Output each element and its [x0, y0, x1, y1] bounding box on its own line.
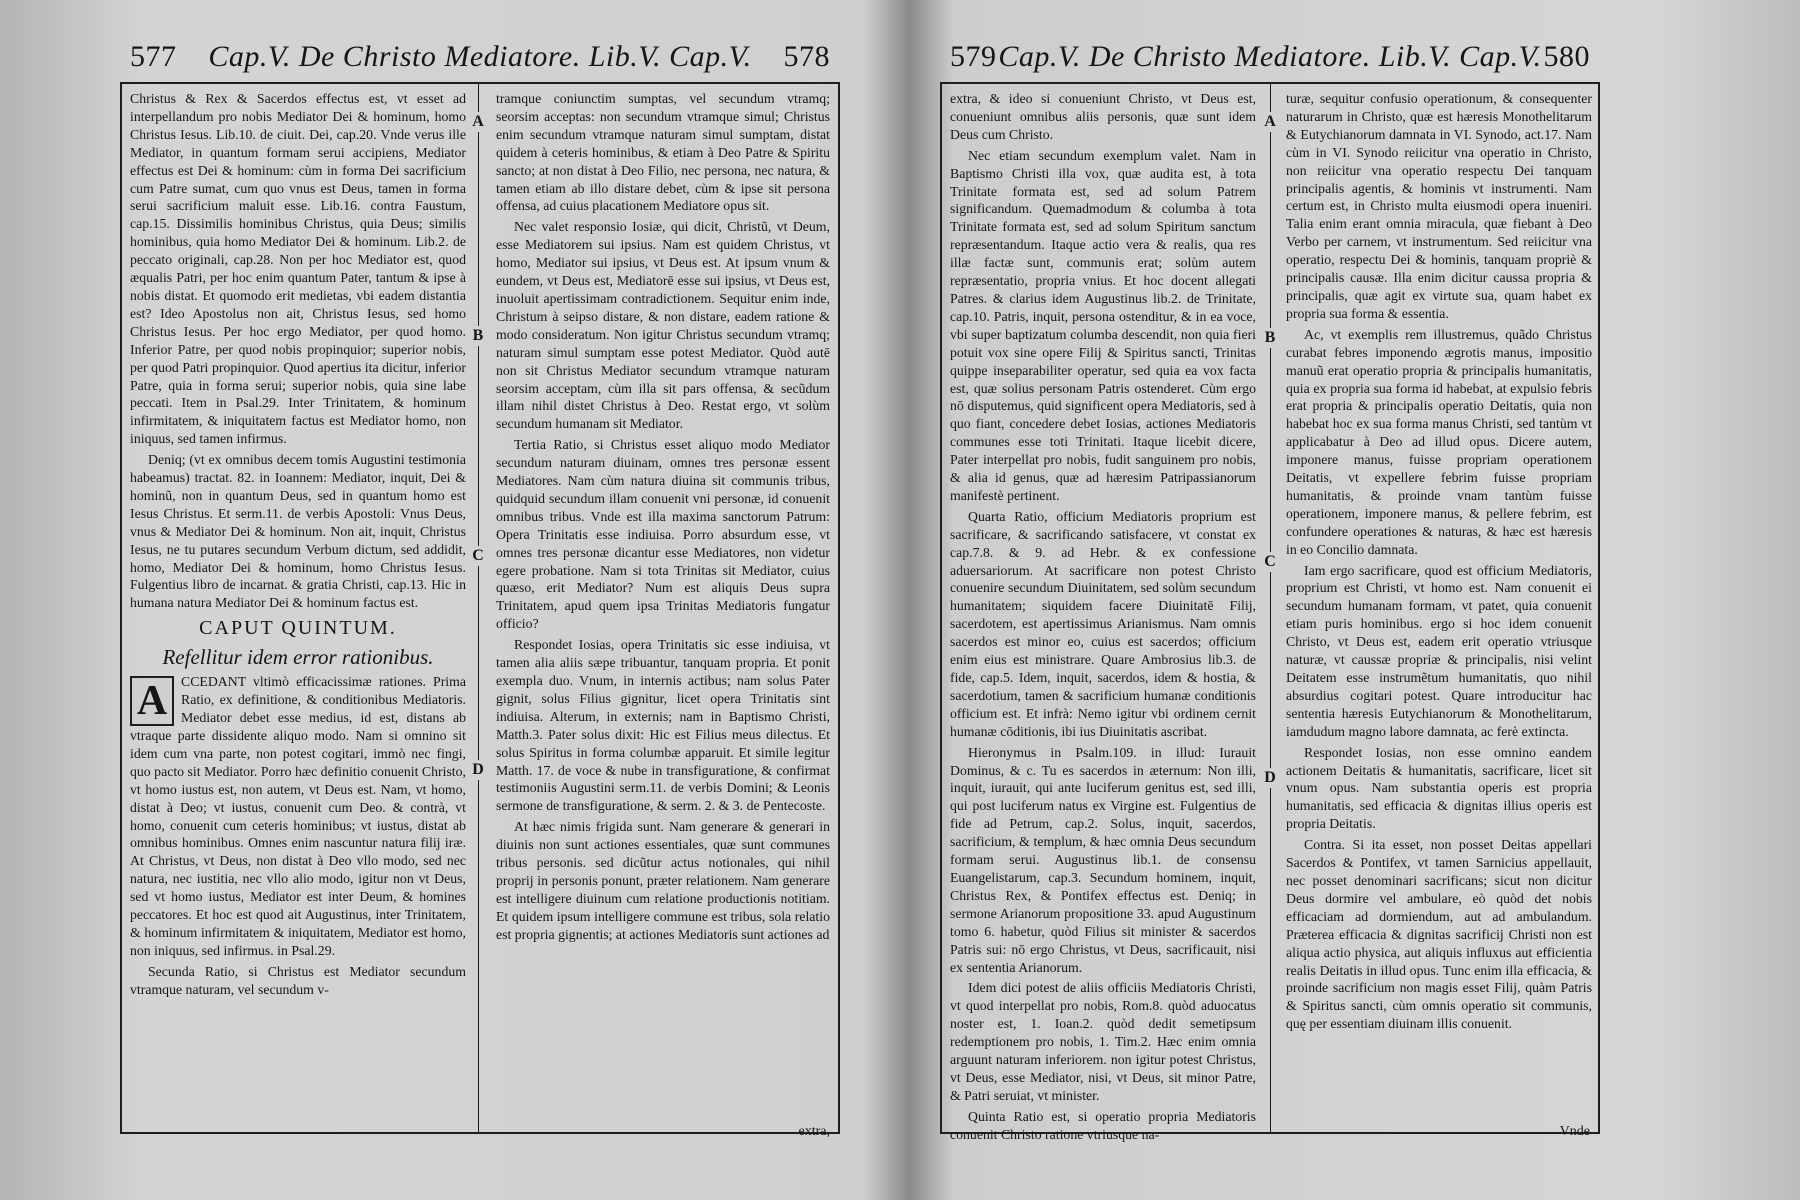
paragraph: Quarta Ratio, officium Mediatoris proprium est sacrificare, & sacrificando satisfacere, vt constat ex cap.7.8. & 9. ad Hebr. & ex confessione aduersariorum. At sacrificare non potest Christo conuenire secundum Diuinitatem, sed solùm secundum humanitatem; siquidem facere Diuinitatē Filij, sacerdotem, est apertissimus Arianismus. Nam omnis sacerdos est minor eo, cuius est sacerdos; officium enim eius est ministrare. Quare Ambrosius lib.3. de fide, cap.5. Idem, inquit, sacerdos, idem & hostia, & sacerdotium, tamen & sacrificium humanæ conditionis officium est. Et infrà: Nemo igitur vbi ordinem cernit humanæ cōditionis, ibi ius Diuinitatis ascribat.	[950, 508, 1256, 739]
paragraph: Hieronymus in Psalm.109. in illud: Iurauit Dominus, & c. Tu es sacerdos in æternum: Non illi, inquit, iurauit, qui ante luciferum genitus est, sed illi, qui post luciferum natus ex Virgine est. Fulgentius de fide ad Petrum, cap.2. Solus, inquit, sacerdos, sacrificium, & templum, & hæc omnia Deus secundum formam serui. Augustinus lib.1. de consensu Euangelistarum, cap.3. Secundum hominem, inquit, Christus Rex, & Pontifex effectus est. Deniq; in sermone Arianorum propositione 33. apud Augustinum tomo 6. habetur, quòd Filius sit minister & sacerdos Patris sui: nō ergo Christus, vt Deus, sacrificauit, nisi ex sententia Arianorum.	[950, 744, 1256, 975]
paragraph: Christus & Rex & Sacerdos effectus est, vt esset ad interpellandum pro nobis Mediator Dei & hominum, homo Christus Iesus. Lib.10. de ciuit. Dei, cap.20. Vnde verus ille Mediator, in quantum formam serui accipiens, Mediator effectus est Dei & hominum: cùm in forma Dei sacrificium cum Patre sumat, cum quo vnus est Deus, tamen in forma serui sacrificium maluit esse. Lib.16. contra Faustum, cap.15. Dissimilis hominibus Christus, quia Deus; similis hominibus, quia homo Mediator Dei & hominum. Lib.2. de peccato originali, cap.28. Non per hoc Mediator est, quod æqualis Patri, per hoc enim quantum Pater, tantum & ipse à nobis distat. Et quomodo erit medietas, vbi eadem distantia est? Ideo Apostolus non ait, Christus Iesus, sed homo Christus Iesus. Per hoc ergo Mediator, per quod homo. Inferior Patre, per quod nobis propinquior; superior nobis, per quod Patri propinquior. Quod apertius ita dicitur, inferior Patre, quia in forma serui; superior nobis, quia sine labe peccati. Item in Psal.29. Inter Trinitatem, & hominum infirmitatem, & iniquitatem factus est Mediator homo, non iniquus, sed tamen infirmus.	[130, 91, 466, 447]
text-column-right	[496, 90, 830, 1126]
chapter-subtitle: Refellitur idem error rationibus.	[162, 645, 434, 670]
paragraph: Contra. Si ita esset, non posset Deitas appellari Sacerdos & Pontifex, vt tamen Sarnicius appellauit, nec posset denominari sacrificans; sicut non dicitur Deus dormire vel ambulare, eò quòd det nobis efficaciam ad dormiendum, aut ad ambulandum. Præterea efficacia & dignitas sacrificij Christi non est aliqua actio physica, aut aliquis influxus aut efficientia realis Deitatis in illud opus. Tunc enim illa efficacia, & proinde sacrificium non magis esset Filij, quàm Patris & Spiritus sancti, cùm omnis operatio sit communis, quę per essentiam diuinam illis conuenit.	[1286, 837, 1592, 1032]
text-column-right	[1286, 90, 1592, 1126]
running-title: Cap.V. De Christo Mediatore. Lib.V. Cap.V.	[998, 40, 1542, 73]
text-column-left	[130, 90, 466, 1126]
paragraph: Nec valet responsio Iosiæ, qui dicit, Christũ, vt Deum, esse Mediatorem sui ipsius. Nam est quidem Christus, vt homo, Mediator sui ipsius, vt Deus est. At ipsum vnum & eundem, vt Deus est, Mediatorē esse sui ipsius, vt Deus est, inuoluit apertissimam contradictionem. Sequitur enim inde, Christum à seipso distare, & non distare, eadem ratione & modo consideratum. Non igitur Christus secundum vtramq; naturam simul sumptam esse potest Mediator. Quòd autē non sit Christus Mediator secundum vtramque naturam seorsim acceptam, cùm illa sit pars offensa, & secũdum illam nihil distet Christus à Deo. Restat ergo, vt solùm secundum humanam sit Mediator.	[496, 219, 830, 432]
paragraph: turæ, sequitur confusio operationum, & consequenter naturarum in Christo, quæ est hæresis Monothelitarum & Eutychianorum damnata in VI. Synodo, act.17. Nam cùm in VI. Synodo reiicitur vna operatio in Christo, non reiicitur vna operatio respectu Dei tanquam principalis agentis, & hominis vt instrumenti. Nam certum est, in Christo multa eiusmodi opera inueniri. Talia enim erant omnia miracula, quæ fiebant à Deo Verbo per carnem, vt instrumentum. Sed reiicitur vna operatio, respectu Dei & hominis, tanquam propriè & principalis causæ. Illa enim dicitur caussa propria & principalis, quæ agit ex virtute sua, quam habet ex propria sua forma & essentia.	[1286, 91, 1592, 321]
paragraph-text: CCEDANT vltimò efficacissimæ rationes. Prima Ratio, ex definitione, & conditionibus Mediatoris. Mediator debet esse medius, id est, distans ab vtraque parte dissidente aliquo modo. Nam si omnino sit idem cum vna parte, non potest cogitari, immò nec fingi, quo pacto sit Mediator. Porro hæc definitio conuenit Christo, vt homo iustus est, non autem, vt Deus est. Nam, vt homo, distat à Deo; vt iustus, conuenit cum Deo. & contrà, vt homo, conuenit cum ceteris hominibus; vt iustus, distat ab omnibus hominibus. Omnes enim nascuntur natura filij iræ. At Christus, vt Deus, non distat à Deo vllo modo, sed nec natura, nec iustitia, nec vllo alio modo, igitur non vt Deus, sed vt homo iustus, Mediator est inter Deum, & homines peccatores. Et hoc est quod ait Augustinus, inter Trinitatem, & hominum infirmitatem & iniquitatem, Mediator est homo, non iniquus, sed infirmus. in Psal.29.	[130, 674, 466, 958]
column-divider	[478, 84, 479, 1132]
running-header	[120, 36, 840, 78]
paragraph: Secunda Ratio, si Christus est Mediator secundum vtramque naturam, vel secundum v-	[130, 963, 466, 997]
paragraph	[130, 673, 466, 960]
paragraph: Tertia Ratio, si Christus esset aliquo modo Mediator secundum naturam diuinam, omnes tres personæ essent Mediatores. Nam cùm natura diuina sit communis tribus, quidquid secundum illam conuenit vni personæ, id conuenit omnibus tribus. Vnde est illa maxima sanctorum Patrum: Opera Trinitatis esse indiuisa. Porro absurdum esse, vt omnes tres personæ dicantur esse Mediatores, non videtur egere probatione. Nam si tota Trinitas sit Mediator, cuius quæso, erit Mediator? Num est aliquis Deus supra Trinitatem, apud quem ipsa Trinitas Mediatoris fungatur officio?	[496, 437, 830, 632]
catchword: Vnde	[1559, 1124, 1590, 1139]
chapter-heading: CAPUT QUINTUM.	[199, 617, 397, 640]
page-number: 578	[783, 40, 830, 73]
text-frame	[120, 82, 840, 1139]
text-column-left	[950, 90, 1256, 1142]
margin-letter: A	[1261, 112, 1279, 132]
margin-letter: A	[469, 112, 487, 132]
margin-letter: B	[469, 326, 487, 346]
paragraph: tramque coniunctim sumptas, vel secundum vtramq; seorsim acceptas: non secundum vtramque simul; Christus enim secundum vtramque naturam simul sumptam, distat quidem à ceteris hominibus, & etiam à Deo Patre & Spiritu sancto; at non distat à Deo Filio, nec persona, nec natura, & tamen etiam ab illo distare debet, cùm & ipse sit persona offensa, ad cuius placationem Mediatore opus sit.	[496, 91, 830, 214]
paragraph: Respondet Iosias, opera Trinitatis sic esse indiuisa, vt tamen alia aliis sæpe tribuantur, tanquam propria. Et ponit exempla duo. Vnum, in internis actibus; nam solus Pater gignit, solus Filius gignitur, licet opera Trinitatis sint indiuisa. Alterum, in externis; nam in Baptismo Christi, Matth.3. Pater solus dixit: Hic est Filius meus dilectus. Et solus Spiritus in forma columbæ apparuit. Et simile legitur Matth. 17. de voce & nube in transfiguratione, & confirmat testimoniis Augustini serm.11. de verbis Domini; & Leonis sermone de transfiguratione, & serm. 2. & 3. de Pentecoste.	[496, 637, 830, 814]
column-divider	[1270, 84, 1271, 1132]
right-page	[940, 36, 1600, 1146]
running-header	[940, 36, 1600, 78]
page-number: 580	[1543, 40, 1590, 73]
text-frame	[940, 82, 1600, 1142]
margin-letter: D	[1261, 768, 1279, 788]
paragraph: Respondet Iosias, non esse omnino eandem actionem Deitatis & humanitatis, sacrificare, licet sit vnum opus. Nam substantia operis est propria humanitatis, sed efficacia & dignitas illius operis est propria Deitatis.	[1286, 744, 1592, 832]
paragraph: Nec etiam secundum exemplum valet. Nam in Baptismo Christi illa vox, quæ audita est, à tota Trinitate formata est, sed ad solum Patrem significandum. Quemadmodum & columba à tota Trinitate formata est, sed ad solum Spiritum sanctum repræsentandum. Itaque actio vera & realis, qua res illæ factæ sunt, communis erat; solùm autem repræsentatio, propria vnius. Et hoc docent allegati Patres. & clarius idem Augustinus lib.2. de Trinitate, cap.10. Patris, inquit, persona ostenditur, & in ea voce, vbi super baptizatum columba descendit, non quia fieri potuit vox sine opere Filij & Spiritus sancti, Trinitas quippe inseparabiliter operatur, sed quia ea vox facta est, quæ solius personam Patris ostenderet. Cùm ergo nō disputemus, quid significent opera Mediatoris, sed à quo fiant, concedere debet Iosias, actiones Mediatoris communes esse toti Trinitati. Itaque licebit dicere, Pater interpellat pro nobis, fudit sanguinem pro nobis, & alia id genus, quæ ad hæresim Patripassianorum manifestè pertinent.	[950, 147, 1256, 503]
paragraph: Ac, vt exemplis rem illustremus, quãdo Christus curabat febres imponendo ægrotis manus, impositio manuũ erat operatio propria & principalis humanitatis, quia ex propria sua forma id habebat, at expulsio febris erat propria & principalis operatio Deitatis, quia non habebat hoc ex sua forma manus Christi, sed tantùm vt applicabatur à Deo ad illud opus. Dicere autem, imponere manus, fuisse propriam operationem Deitatis, vt expellere febrim fuisse propriam humanitatis, & proinde vnam tantùm fuisse operationem, imponere manus, & pellere febrim, est confundere operationes & naturas, & hæc est hæresis in eo Concilio damnata.	[1286, 326, 1592, 557]
running-title: Cap.V. De Christo Mediatore. Lib.V. Cap.V.	[208, 40, 752, 73]
left-page	[120, 36, 840, 1146]
page-number: 579	[950, 40, 997, 73]
catchword: extra,	[798, 1124, 830, 1139]
paragraph: At hæc nimis frigida sunt. Nam generare & generari in diuinis non sunt actiones essentiales, quæ sunt communes tribus personis. sed dicũtur actus notionales, qui nihil proprij in personis ponunt, præter relationem. Nam generare est intelligere diuinum cum relatione productionis notitiam. Et quidem ipsum intelligere commune est tribus, sola relatio est propria gignentis; at actiones Mediatoris sunt actiones ad	[496, 819, 830, 942]
margin-letter: C	[1261, 552, 1279, 572]
decorated-initial: A	[130, 676, 174, 726]
margin-letter: B	[1261, 328, 1279, 348]
margin-letter: C	[469, 546, 487, 566]
paragraph: Idem dici potest de aliis officiis Mediatoris Christi, vt quod interpellat pro nobis, Rom.8. quòd aduocatus noster est, 1. Ioan.2. quòd dedit semetipsum redemptionem pro nobis, 1. Tim.2. Hæc enim omnia arguunt naturam inferiorem. non igitur potest Christus, vt Deus, esse Mediator, nisi, vt Deus, sit minor Patre, & Patri seruiat, vt minister.	[950, 980, 1256, 1103]
paragraph: Iam ergo sacrificare, quod est officium Mediatoris, proprium est Christi, vt homo est. Nam conuenit ei secundum humanam formam, vt patet, quia conuenit etiam puris hominibus. ergo si hoc idem conuenit Christo, vt Deus est, eadem erit operatio vtriusque naturæ, vt caussæ propriæ & principalis, nisi velint Deitatem esse instrumẽtum humanitatis, quo nihil absurdius cogitari potest. Quare introducitur hac sententia hæresis Eutychianorum & Monothelitarum, iamdudum magno labore damnata, ac ferè extincta.	[1286, 562, 1592, 739]
paragraph: extra, & ideo si conueniunt Christo, vt Deus est, conueniunt omnibus aliis personis, quæ sunt idem Deus cum Christo.	[950, 91, 1256, 142]
page-number: 577	[130, 40, 177, 73]
paragraph: Quinta Ratio est, si operatio propria Mediatoris conuenit Christo ratione vtriusque na-	[950, 1108, 1256, 1142]
margin-letter: D	[469, 760, 487, 780]
paragraph: Deniq; (vt ex omnibus decem tomis Augustini testimonia habeamus) tractat. 82. in Ioannem: Mediator, inquit, Dei & hominũ, non in quantum Deus, sed in quantum homo est Iesus Christus. Et serm.11. de verbis Apostoli: Vnus Deus, vnus & Mediator Dei & hominum. Non ait, inquit, Christus Iesus, ne tu putares secundum Verbum dictum, sed addidit, homo, Mediator Dei & hominum, homo Christus Iesus. Fulgentius libro de incarnat. & gratia Christi, cap.13. Hic in humana natura Mediator Dei & hominum factus est.	[130, 452, 466, 611]
